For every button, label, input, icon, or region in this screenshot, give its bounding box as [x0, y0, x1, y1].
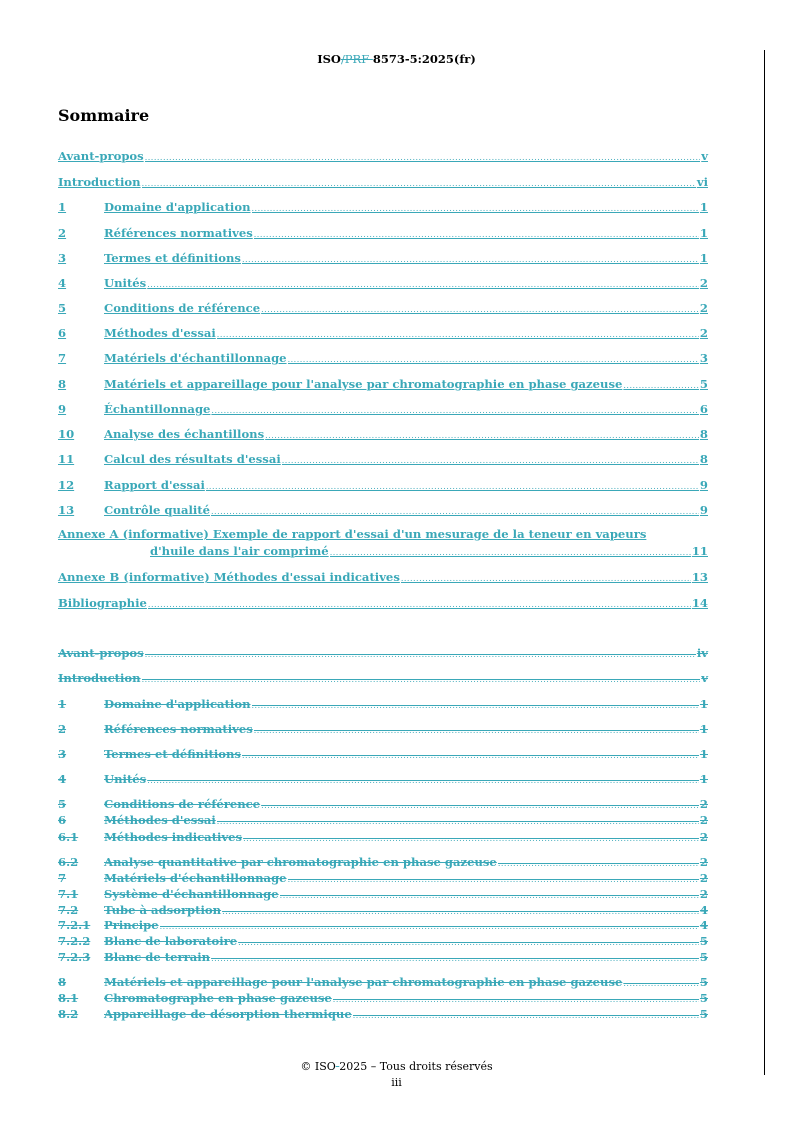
toc-entry[interactable] — [58, 478, 708, 492]
toc-entry-title: Chromatographe en phase gazeuse — [104, 991, 332, 1005]
toc-entry-title: Références normatives — [104, 226, 253, 240]
toc-entry[interactable] — [58, 251, 708, 265]
toc-entry-title: Blanc de terrain — [104, 950, 211, 964]
toc-entry-page: 5 — [699, 991, 708, 1005]
toc-entry-title: Analyse des échantillons — [104, 427, 265, 441]
toc-entry[interactable] — [58, 427, 708, 441]
toc-leader-dots — [211, 954, 699, 963]
toc-entry-page: 1 — [699, 251, 708, 265]
toc-entry[interactable] — [58, 918, 708, 932]
toc-entry-page: 2 — [699, 830, 708, 844]
toc-entry[interactable] — [58, 797, 708, 811]
toc-entry-page: 5 — [699, 950, 708, 964]
header-suffix: 8573-5:2025(fr) — [372, 52, 476, 66]
toc-entry-number: 9 — [58, 402, 67, 416]
toc-entry-title: Matériels d'échantillonnage — [104, 351, 287, 365]
toc-entry-page: 3 — [699, 351, 708, 365]
change-bar — [764, 50, 765, 1075]
toc-entry[interactable] — [58, 855, 708, 869]
toc-leader-dots — [265, 431, 699, 440]
toc-entry[interactable] — [58, 871, 708, 885]
toc-leader-dots — [288, 355, 699, 364]
toc-entry-page: 5 — [699, 1007, 708, 1021]
header-deleted-text: /PRF — [340, 52, 373, 66]
toc-entry[interactable] — [58, 772, 708, 786]
toc-entry-title: Matériels d'échantillonnage — [104, 871, 287, 885]
toc-entry-page: 9 — [699, 478, 708, 492]
toc-entry-title: Principe — [104, 918, 159, 932]
toc-bibliography[interactable]: Bibliographie ..... 14 — [58, 596, 708, 610]
toc-entry-title: Blanc de laboratoire — [104, 934, 238, 948]
toc-leader-dots — [160, 922, 699, 931]
page-number: iii — [391, 1076, 402, 1089]
toc-entry-title: Matériels et appareillage pour l'analyse par chromatographie en phase gazeuse — [104, 377, 623, 391]
toc-leader-dots — [217, 330, 699, 339]
toc-leader-dots — [147, 776, 699, 785]
toc-entry-page: 4 — [699, 903, 708, 917]
toc-entry-number: 12 — [58, 478, 75, 492]
toc-entry-number: 8.1 — [58, 991, 79, 1005]
toc-entry-title: Introduction — [58, 671, 141, 685]
toc-entry[interactable] — [58, 934, 708, 948]
toc-entry-page: 2 — [699, 871, 708, 885]
toc-entry-number: 5 — [58, 301, 67, 315]
header-prefix: ISO — [317, 52, 341, 66]
toc-entry-page: 5 — [699, 975, 708, 989]
toc-leader-dots — [280, 891, 699, 900]
toc-entry-title: Méthodes d'essai — [104, 813, 216, 827]
toc-entry-page: 2 — [699, 813, 708, 827]
toc-entry[interactable] — [58, 351, 708, 365]
toc-entry[interactable] — [58, 1007, 708, 1021]
toc-leader-dots — [217, 817, 699, 826]
toc-entry-title: Termes et définitions — [104, 747, 241, 761]
toc-entry-page: 4 — [699, 918, 708, 932]
toc-entry-number: 11 — [58, 452, 75, 466]
toc-entry-page: 2 — [699, 855, 708, 869]
toc-entry[interactable] — [58, 301, 708, 315]
toc-entry[interactable] — [58, 722, 708, 736]
toc-entry[interactable] — [58, 697, 708, 711]
toc-leader-dots — [222, 907, 699, 916]
toc-entry-title: Domaine d'application — [104, 697, 251, 711]
toc-entry[interactable] — [58, 646, 708, 660]
toc-leader-dots — [238, 938, 699, 947]
toc-leader-dots — [261, 305, 699, 314]
toc-leader-dots — [145, 153, 701, 162]
toc-entry[interactable] — [58, 503, 708, 517]
toc-annex-a-line1[interactable]: Annexe A (informative) Exemple de rapport d'essai d'un mesurage de la teneur en vapeurs — [58, 527, 647, 541]
toc-entry-page: 6 — [699, 402, 708, 416]
toc-leader-dots — [623, 381, 699, 390]
toc-entry[interactable] — [58, 671, 708, 685]
toc-entry-page: 2 — [699, 887, 708, 901]
copyright: © ISO 2025 – Tous droits réservés — [300, 1060, 493, 1073]
toc-entry-title: Conditions de référence — [104, 301, 261, 315]
toc-entry-page: 1 — [699, 747, 708, 761]
toc-leader-dots — [261, 801, 699, 810]
toc-leader-dots — [206, 482, 699, 491]
toc-entry-page: v — [701, 671, 708, 685]
toc-entry-page: 2 — [699, 276, 708, 290]
toc-entry[interactable] — [58, 175, 708, 189]
toc-entry[interactable] — [58, 200, 708, 214]
toc-entry-number: 4 — [58, 772, 67, 786]
toc-entry[interactable] — [58, 747, 708, 761]
toc-entry-page: 1 — [699, 772, 708, 786]
toc-entry-number: 8 — [58, 975, 67, 989]
toc-leader-dots — [254, 230, 699, 239]
toc-entry-page: 5 — [699, 377, 708, 391]
toc-leader-dots — [353, 1011, 699, 1020]
page-title: Sommaire — [58, 106, 150, 125]
toc-entry-page: 5 — [699, 934, 708, 948]
toc-entry-title: Domaine d'application — [104, 200, 251, 214]
toc-entry-title: Analyse quantitative par chromatographie en phase gazeuse — [104, 855, 497, 869]
toc-entry-title: Calcul des résultats d'essai — [104, 452, 281, 466]
toc-entry[interactable] — [58, 950, 708, 964]
toc-entry-page: iv — [696, 646, 708, 660]
toc-entry-number: 4 — [58, 276, 67, 290]
toc-entry-title: Matériels et appareillage pour l'analyse par chromatographie en phase gazeuse — [104, 975, 623, 989]
toc-entry[interactable] — [58, 975, 708, 989]
toc-entry-number: 7 — [58, 351, 67, 365]
toc-annex-b[interactable]: Annexe B (informative) Méthodes d'essai indicatives ..... 13 — [58, 570, 708, 584]
toc-leader-dots — [142, 179, 696, 188]
toc-entry-title: Méthodes d'essai — [104, 326, 216, 340]
toc-entry-number: 8.2 — [58, 1007, 79, 1021]
toc-entry-number: 6.1 — [58, 830, 79, 844]
toc-entry-title: Termes et définitions — [104, 251, 241, 265]
toc-entry-page: 2 — [699, 326, 708, 340]
toc-entry[interactable] — [58, 887, 708, 901]
toc-leader-dots — [498, 859, 699, 868]
toc-entry[interactable] — [58, 276, 708, 290]
toc-entry[interactable] — [58, 326, 708, 340]
toc-entry-page: vi — [696, 175, 708, 189]
toc-leader-dots — [147, 280, 699, 289]
toc-entry-number: 6 — [58, 326, 67, 340]
toc-entry-number: 6 — [58, 813, 67, 827]
toc-entry-page: v — [701, 149, 708, 163]
toc-entry-number: 7.2.1 — [58, 918, 91, 932]
toc-entry-title: Échantillonnage — [104, 402, 211, 416]
toc-entry-title: Références normatives — [104, 722, 253, 736]
toc-entry[interactable] — [58, 377, 708, 391]
toc-leader-dots — [288, 875, 699, 884]
toc-entry[interactable] — [58, 903, 708, 917]
toc-entry-page: 1 — [699, 697, 708, 711]
toc-leader-dots — [211, 406, 699, 415]
toc-entry-page: 1 — [699, 722, 708, 736]
toc-leader-dots — [252, 701, 699, 710]
toc-leader-dots — [282, 456, 699, 465]
toc-leader-dots — [242, 751, 699, 760]
toc-entry-number: 1 — [58, 697, 67, 711]
toc-entry-page: 2 — [699, 797, 708, 811]
toc-entry-number: 3 — [58, 747, 67, 761]
toc-entry[interactable] — [58, 813, 708, 827]
toc-entry-number: 2 — [58, 226, 67, 240]
toc-entry-title: Contrôle qualité — [104, 503, 210, 517]
toc-entry-title: Avant-propos — [58, 646, 144, 660]
toc-leader-dots — [243, 834, 699, 843]
toc-leader-dots — [211, 507, 699, 516]
toc-entry-title: Conditions de référence — [104, 797, 261, 811]
toc-leader-dots — [145, 650, 696, 659]
toc-entry-title: Méthodes indicatives — [104, 830, 243, 844]
toc-entry-number: 6.2 — [58, 855, 79, 869]
toc-entry-number: 1 — [58, 200, 67, 214]
toc-entry[interactable] — [58, 830, 708, 844]
toc-leader-dots — [252, 204, 699, 213]
toc-entry-title: Avant-propos — [58, 149, 144, 163]
page-header — [0, 52, 793, 66]
toc-entry[interactable] — [58, 226, 708, 240]
toc-leader-dots — [333, 995, 699, 1004]
toc-leader-dots — [254, 726, 699, 735]
toc-leader-dots — [142, 675, 701, 684]
toc-entry-number: 7.2.3 — [58, 950, 91, 964]
toc-entry-page: 8 — [699, 427, 708, 441]
toc-entry-title: Unités — [104, 772, 147, 786]
toc-entry-page: 1 — [699, 200, 708, 214]
toc-entry-number: 3 — [58, 251, 67, 265]
toc-entry-number: 13 — [58, 503, 75, 517]
toc-entry-page: 1 — [699, 226, 708, 240]
toc-entry-number: 5 — [58, 797, 67, 811]
toc-entry-number: 8 — [58, 377, 67, 391]
toc-entry-number: 7.1 — [58, 887, 79, 901]
toc-entry[interactable] — [58, 149, 708, 163]
toc-leader-dots — [623, 979, 699, 988]
toc-entry-title: Tube à adsorption — [104, 903, 222, 917]
toc-entry[interactable] — [58, 991, 708, 1005]
toc-entry[interactable] — [58, 402, 708, 416]
toc-entry-title: Appareillage de désorption thermique — [104, 1007, 352, 1021]
toc-entry-title: Introduction — [58, 175, 141, 189]
toc-entry-page: 9 — [699, 503, 708, 517]
toc-entry-title: Unités — [104, 276, 147, 290]
toc-entry-number: 7 — [58, 871, 67, 885]
toc-entry-title: Système d'échantillonnage — [104, 887, 279, 901]
toc-leader-dots — [242, 255, 699, 264]
toc-entry-number: 7.2 — [58, 903, 79, 917]
toc-entry[interactable] — [58, 452, 708, 466]
toc-annex-a-line2[interactable]: d'huile dans l'air comprimé ..... 11 — [58, 544, 708, 558]
toc-entry-number: 10 — [58, 427, 75, 441]
toc-entry-page: 2 — [699, 301, 708, 315]
toc-entry-title: Rapport d'essai — [104, 478, 205, 492]
toc-entry-number: 7.2.2 — [58, 934, 91, 948]
toc-entry-page: 8 — [699, 452, 708, 466]
toc-entry-number: 2 — [58, 722, 67, 736]
